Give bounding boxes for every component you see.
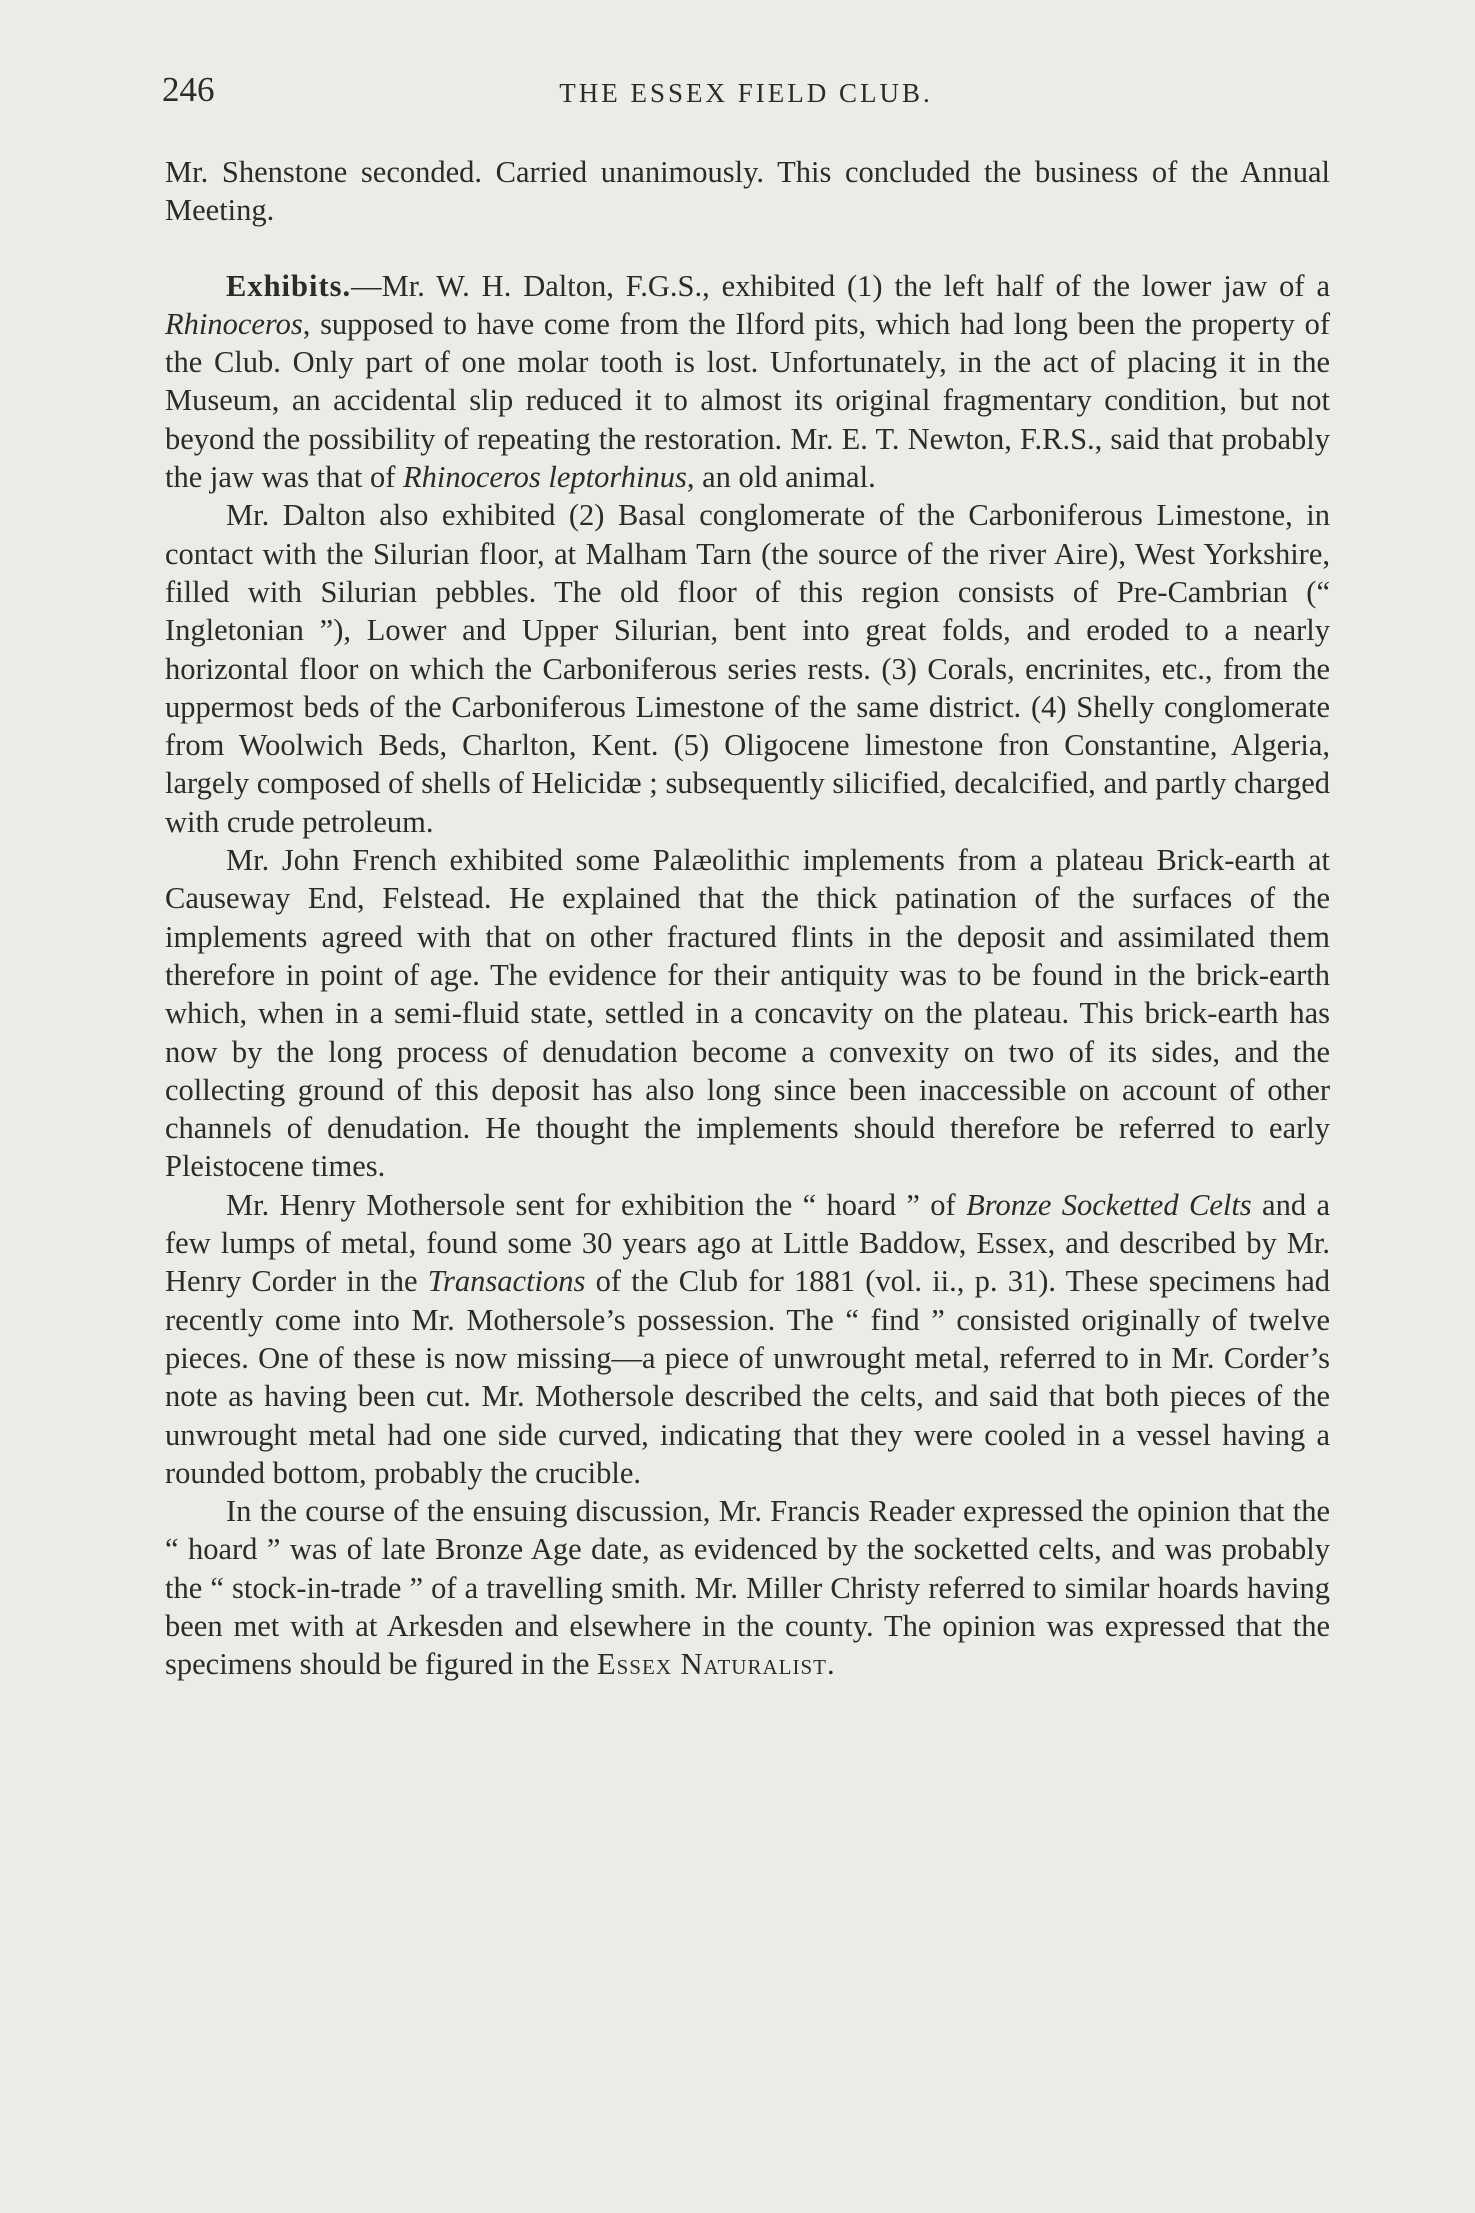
paragraph-text: In the course of the ensuing discussion, Mr. Francis Reader expressed the opinion that the “ hoard ” was of late Bronze Age date, as evidenced by the socketted celts, and was probably the “ stock-in-trade ” of a travelling smith. Mr. Miller Christy referred to similar hoards having been met with at Arkesden and elsewhere in the county. The opinion was expressed that the specimens should be figured in the [165, 1494, 1330, 1682]
body-text [165, 153, 1330, 1684]
italic-term: Bronze Socketted Celts [966, 1187, 1252, 1222]
exhibits-paragraph-dalton-conglomerate: Mr. Dalton also exhibited (2) Basal conglomerate of the Carboniferous Limestone, in contact with the Silurian floor, at Malham Tarn (the source of the river Aire), West Yorkshire, filled with Silurian pebbles. The old floor of this region consists of Pre-Cambrian (“ Ingletonian ”), Lower and Upper Silurian, bent into great folds, and eroded to a nearly horizontal floor on which the Carboniferous series rests. (3) Corals, encrinites, etc., from the uppermost beds of the Carboniferous Limestone of the same district. (4) Shelly conglomerate from Woolwich Beds, Charlton, Kent. (5) Oligocene limestone fron Constantine, Algeria, largely composed of shells of Helicidæ ; subsequently silicified, decalcified, and partly charged with crude petroleum. [165, 498, 1330, 839]
page-number: 246 [162, 70, 215, 109]
paragraph-text: , an old animal. [686, 460, 876, 495]
exhibits-paragraph-french-implements: Mr. John French exhibited some Palæolithic implements from a plateau Brick-earth at Causeway End, Felstead. He explained that the thick patination of the surfaces of the implements agreed with that on other fractured flints in the deposit and assimilated them therefore in point of age. The evidence for their antiquity was to be found in the brick-earth which, when in a semi-fluid state, settled in a concavity on the plateau. This brick-earth has now by the long process of denudation become a convexity on two of its sides, and the collecting ground of this deposit has also long since been inaccessible on account of other channels of denudation. He thought the implements should therefore be referred to early Pleistocene times. [165, 843, 1330, 1184]
species-name: Rhinoceros leptorhinus [403, 460, 687, 495]
running-head [162, 70, 1330, 120]
paragraph-text: and a few lumps of metal, found some 30 years ago at Little Baddow, Essex, and described by Mr. Henry Corder in the [165, 1187, 1331, 1299]
paragraph-text: of the Club for 1881 (vol. ii., p. 31). These specimens had recently come into Mr. Mothersole’s possession. The “ find ” consisted originally of twelve pieces. One of these is now missing—a piece of unwrought metal, referred to in Mr. Corder’s note as having been cut. Mr. Mothersole described the celts, and said that both pieces of the unwrought metal had one side curved, indicating that they were cooled in a vessel having a rounded bottom, probably the crucible. [165, 1264, 1330, 1490]
journal-title: Essex Naturalist [597, 1647, 827, 1682]
paragraph-text: , supposed to have come from the Ilford pits, which had long been the property of the Club. Only part of one molar tooth is lost. Unfortunately, in the act of placing it in the Museum, an accidental slip reduced it to almost its original fragmentary condition, but not beyond the possibility of repeating the restoration. Mr. E. T. Newton, F.R.S., said that probably the jaw was that of [165, 306, 1330, 495]
exhibits-heading: Exhibits. [226, 268, 352, 303]
species-name: Rhinoceros [165, 306, 303, 341]
exhibits-paragraph-mothersole-hoard [165, 1186, 1330, 1492]
running-title: THE ESSEX FIELD CLUB. [559, 78, 933, 108]
paragraph-text: . [826, 1647, 835, 1682]
exhibits-paragraph-dalton-rhinoceros [165, 267, 1330, 497]
exhibits-paragraph-discussion [165, 1492, 1330, 1683]
paragraph-text: Mr. Henry Mothersole sent for exhibition the “ hoard ” of [226, 1187, 967, 1222]
italic-term: Transactions [427, 1264, 586, 1299]
meeting-close-paragraph: Mr. Shenstone seconded. Carried unanimously. This concluded the business of the Annual Meeting. [165, 155, 1330, 228]
paragraph-text: —Mr. W. H. Dalton, F.G.S., exhibited (1) the left half of the lower jaw of a [351, 268, 1330, 303]
